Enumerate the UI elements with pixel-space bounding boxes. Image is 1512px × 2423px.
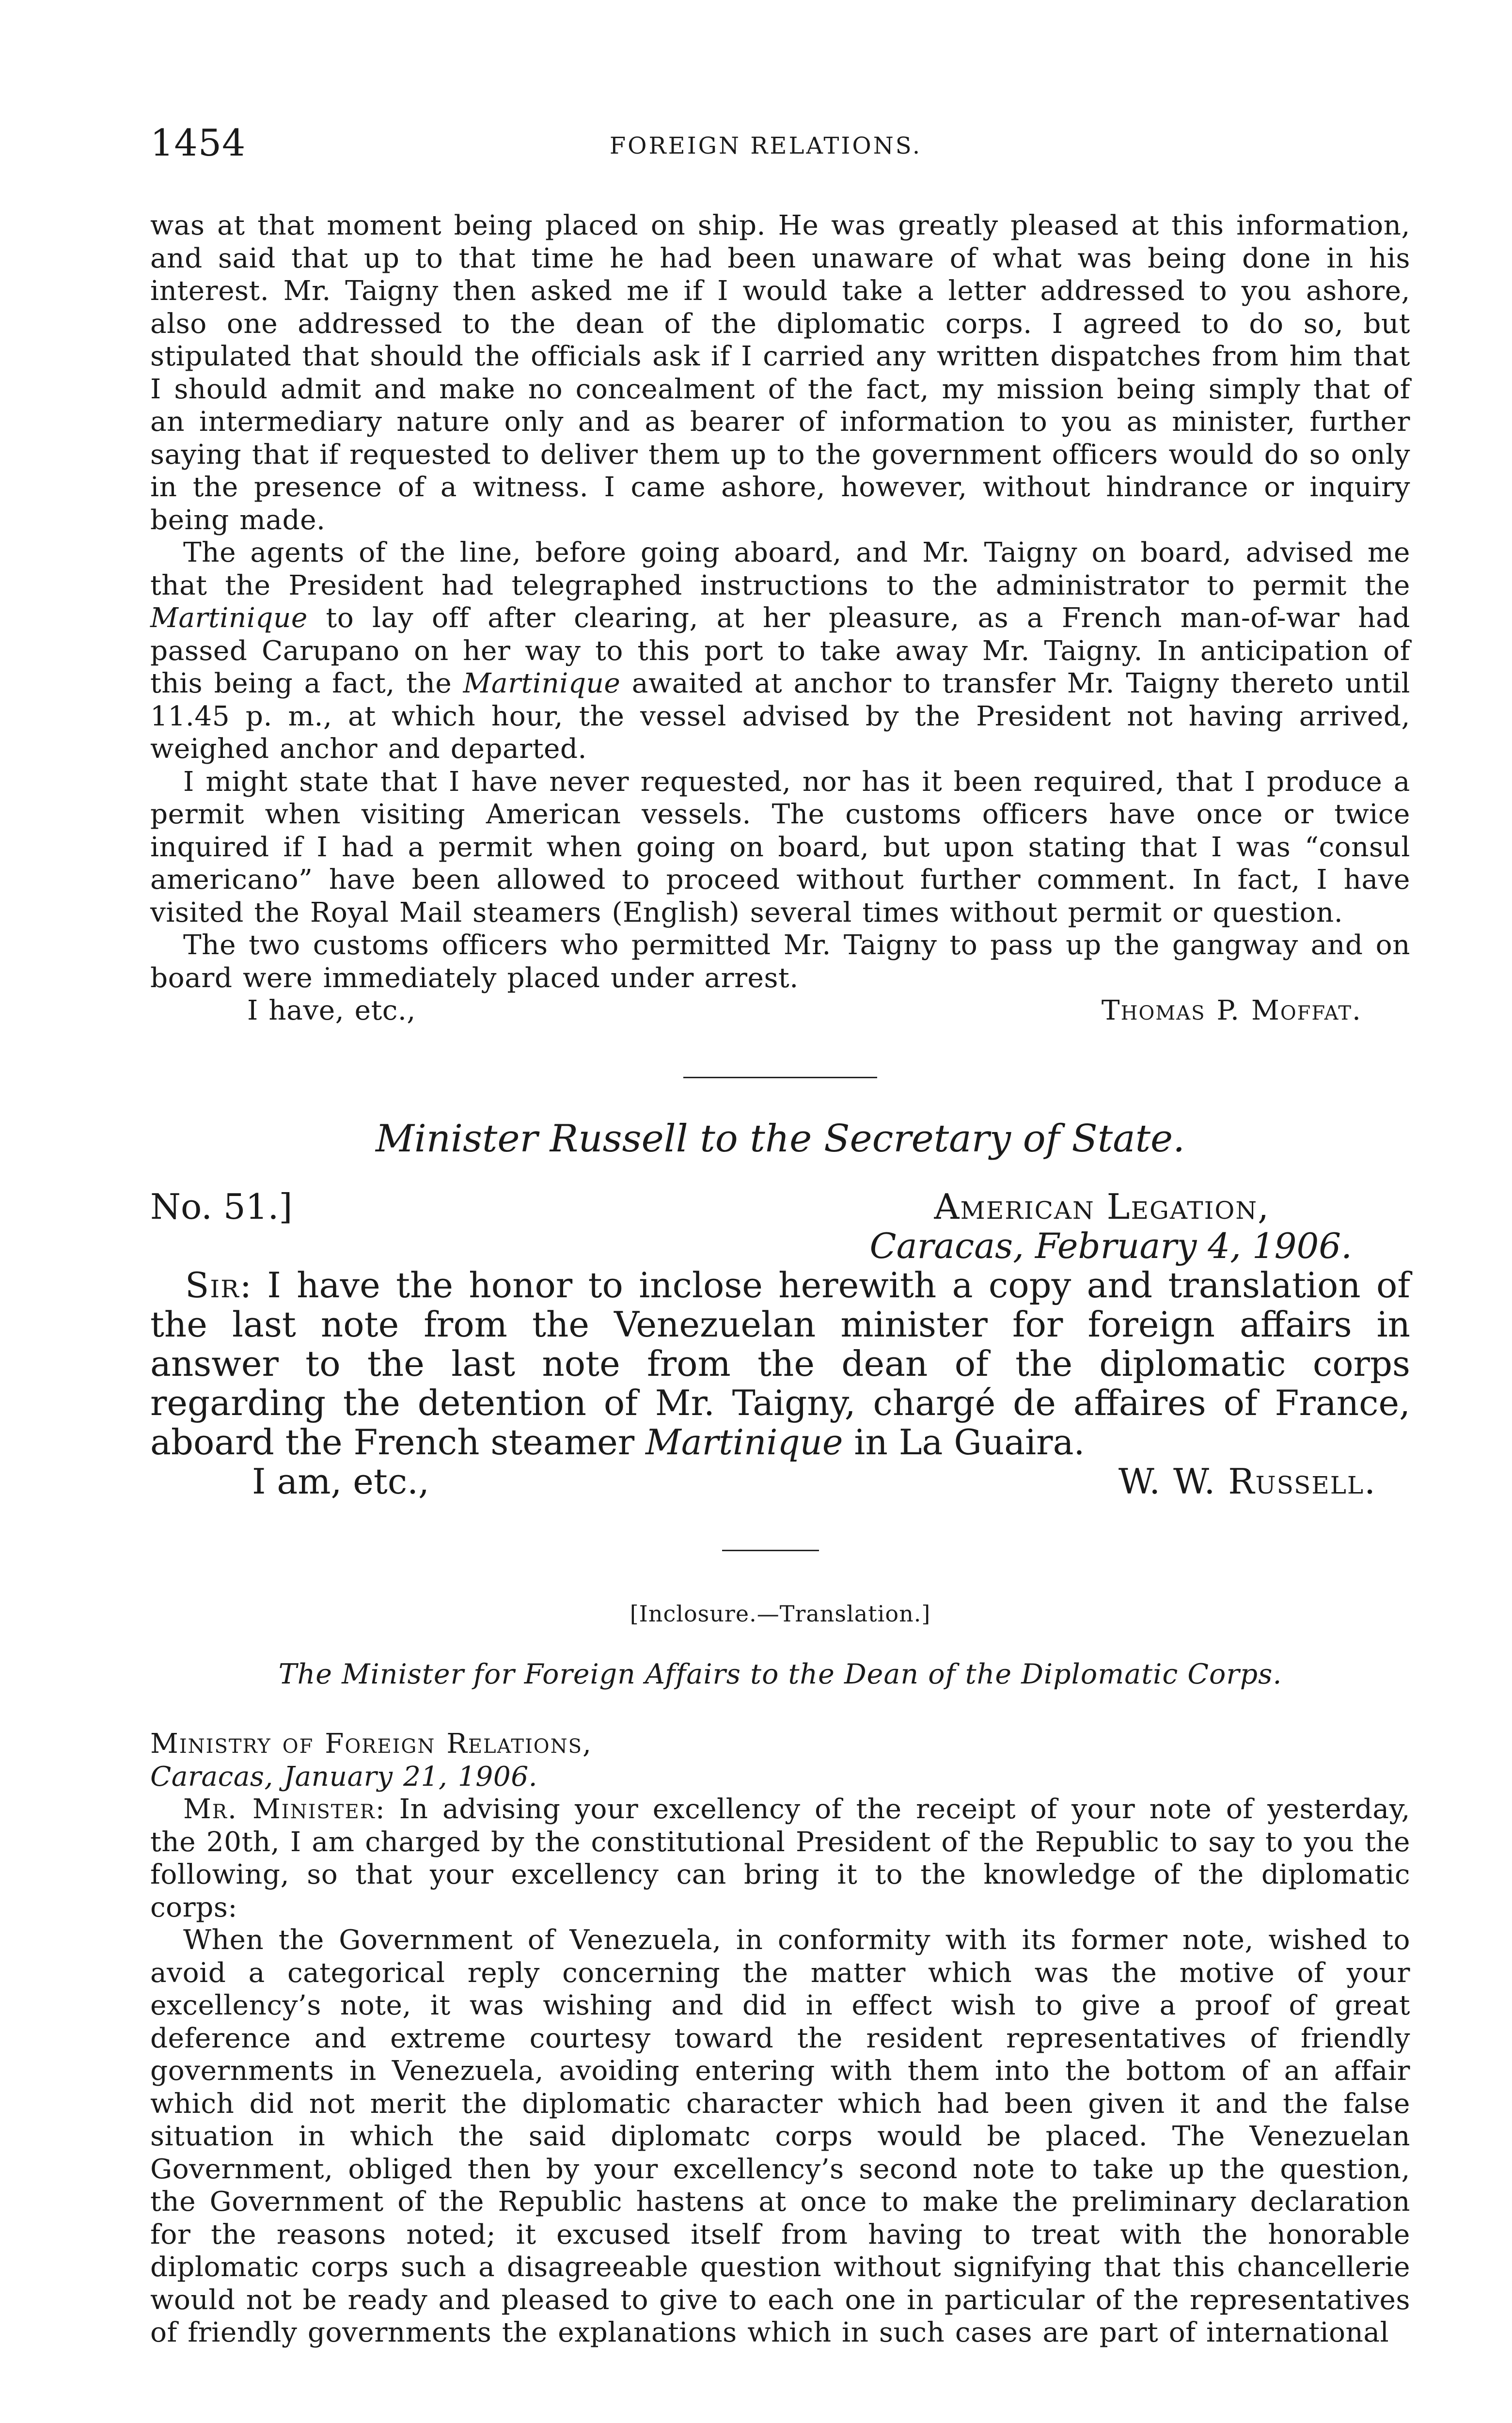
place-date-text: Caracas, January 21, 1906. (150, 1761, 538, 1793)
paragraph (150, 1793, 1410, 1924)
text-run: awaited at anchor to transfer Mr. Taigny thereto until 11.45 p. m., at which hour, the vessel advised by the President not having arrived, weighed anchor and departed. (150, 668, 1410, 765)
page-header (150, 119, 1381, 172)
place-date-text: Caracas, February 4, 1906. (869, 1226, 1352, 1266)
paragraph: When the Government of Venezuela, in conformity with its former note, wished to avoid a categorical reply concerning the matter which was the motive of your excellency’s note, it was wishing and did in effect wish to give a proof of great deference and extreme courtesy toward the resident representatives of friendly governments in Venezuela, avoiding entering with them into the bottom of an affair which did not merit the diplomatic character which had been given it and the false situation in which the said diplomatc corps would be placed. The Venezuelan Government, obliged then by your excellency’s second note to take up the question, the Government of the Republic hastens at once to make the preliminary declaration for the reasons noted; it excused itself from having to treat with the honorable diplomatic corps such a disagreeable question without signifying that this chancellerie would not be ready and pleased to give to each one in particular of the representatives of friendly governments the explanations which in such cases are part of international (150, 1924, 1410, 2348)
continuation-text (150, 209, 1410, 1028)
text-run: to lay off after clearing, at her pleasure, as a French man-of-war had passed Carupano on her way to this port to take away Mr. Taigny. In anticipation of this being a fact, the (150, 602, 1410, 699)
dispatch-number: No. 51.] (150, 1186, 293, 1227)
salutation: Mr. Minister (183, 1794, 376, 1825)
paragraph: The two customs officers who permitted Mr. Taigny to pass up the gangway and on board were immediately placed under arrest. (150, 929, 1410, 994)
russell-letter (150, 1187, 1410, 1501)
divider (722, 1550, 819, 1551)
inclosure-text (150, 1728, 1410, 2349)
signature: Thomas P. Moffat. (1101, 995, 1362, 1026)
letter-number-row (150, 1187, 1410, 1227)
office-line: American Legation, (934, 1186, 1270, 1227)
ship-name: Martinique (463, 668, 621, 699)
ship-name: Martinique (646, 1422, 843, 1463)
text-run: The agents of the line, before going aboard, and Mr. Taigny on board, advised me that the President had telegraphed instructions to the administrator to permit the (150, 537, 1410, 601)
paragraph (150, 536, 1410, 766)
closing: I am, etc., (252, 1461, 429, 1502)
closing: I have, etc., (247, 995, 416, 1026)
text-run: : In advising your excellency of the receipt of your note of yesterday, the 20th, I am charged by the constitutional President of the Republic to say to you the following, so that your excellency can bring it to the knowledge of the diplomatic corps: (150, 1794, 1410, 1923)
signature-row (150, 994, 1410, 1028)
salutation: Sir (185, 1265, 240, 1306)
letter-body (150, 1266, 1410, 1462)
signature: W. W. Russell. (1118, 1461, 1376, 1502)
place-date (150, 1761, 1410, 1794)
place-date (150, 1227, 1410, 1266)
signature-row (150, 1462, 1410, 1501)
paragraph: was at that moment being placed on ship. He was greatly pleased at this information, and said that up to that time he had been unaware of what was being done in his interest. Mr. Taigny then asked me if I would take a letter addressed to you ashore, also one addressed to the dean of the diplomatic corps. I agreed to do so, but stipulated that should the officials ask if I carried any written dispatches from him that I should admit and make no concealment of the fact, my mission being simply that of an intermediary nature only and as bearer of information to you as minister, further saying that if requested to deliver them up to the government officers would do so only in the presence of a witness. I came ashore, however, without hindrance or inquiry being made. (150, 210, 1410, 536)
inclosure-heading: The Minister for Foreign Affairs to the Dean of the Diplomatic Corps. (278, 1658, 1282, 1690)
office-line: Ministry of Foreign Relations, (150, 1728, 592, 1760)
ship-name: Martinique (150, 602, 308, 634)
inclosure-label: [Inclosure.—Translation.] (630, 1601, 931, 1627)
paragraph: I might state that I have never requested, nor has it been required, that I produce a permit when visiting American vessels. The customs officers have once or twice inquired if I had a permit when going on board, but upon stating that I was “consul americano” have been allowed to proceed without further comment. In fact, I have visited the Royal Mail steamers (English) several times without permit or question. (150, 766, 1410, 928)
letter-heading: Minister Russell to the Secretary of State. (375, 1117, 1185, 1161)
text-run: in La Guaira. (843, 1422, 1085, 1463)
divider (683, 1077, 877, 1078)
text-run: : I have the honor to inclose herewith a copy and translation of the last note from the Venezuelan minister for foreign affairs in answer to the last note from the dean of the diplomatic corps regarding the detention of Mr. Taigny, chargé de affaires of France, aboard the French steamer (150, 1265, 1410, 1463)
page-number: 1454 (150, 121, 246, 164)
running-head: FOREIGN RELATIONS. (609, 132, 922, 159)
